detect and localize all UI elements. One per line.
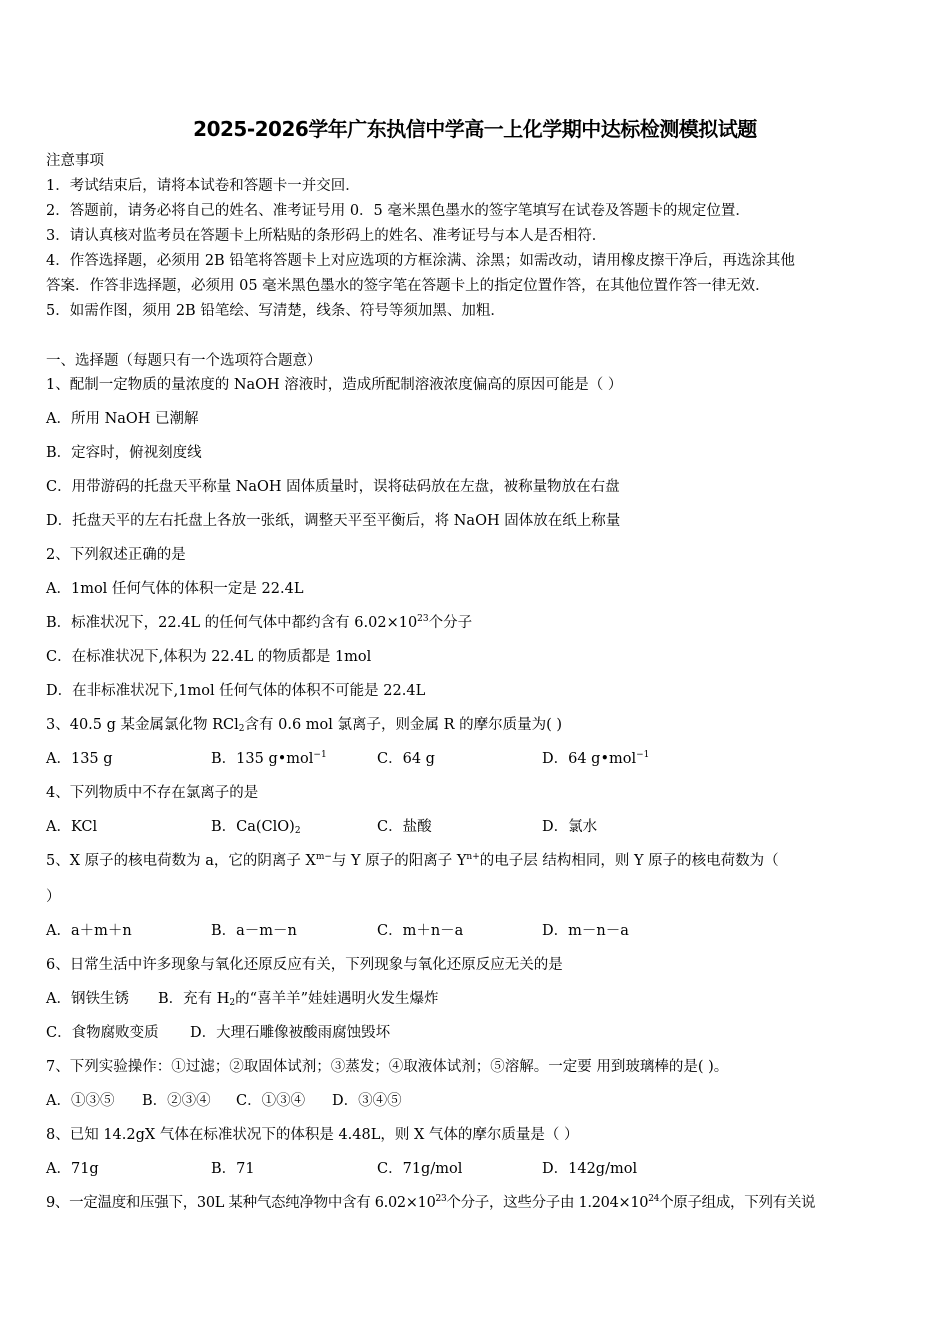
question-5-option-b: B．a－m－n xyxy=(211,923,297,939)
question-1-option-c: C．用带游码的托盘天平称量 NaOH 固体质量时，误将砝码放在左盘，被称量物放在右盘 xyxy=(46,479,620,495)
question-3-stem-tail: 含有 0.6 mol 氯离子，则金属 R 的摩尔质量为( ) xyxy=(244,717,563,733)
question-4-option-a: A．KCl xyxy=(46,819,98,835)
question-5-stem-tail: 的电子层 结构相同，则 Y 原子的核电荷数为（ xyxy=(479,853,779,869)
question-9-stem-tail: 个原子组成，下列有关说 xyxy=(659,1195,816,1211)
question-8-option-a: A．71g xyxy=(46,1161,99,1177)
question-5-stem-charge-x: m− xyxy=(315,852,332,862)
question-9-stem-exponent-2: 24 xyxy=(648,1194,660,1204)
question-5-option-c: C．m＋n－a xyxy=(377,923,464,939)
question-4-option-d: D．氯水 xyxy=(542,819,598,835)
question-8-option-d: D．142g/mol xyxy=(542,1161,638,1177)
question-3-option-b-text: B．135 g•mol xyxy=(211,751,314,767)
question-8-option-c: C．71g/mol xyxy=(377,1161,463,1177)
question-6-option-a: A．钢铁生锈 xyxy=(46,991,129,1007)
question-4-stem: 4、下列物质中不存在氯离子的是 xyxy=(46,785,259,801)
question-2-stem: 2、下列叙述正确的是 xyxy=(46,547,186,563)
question-6-option-b-text: B．充有 H xyxy=(158,991,230,1007)
question-8-option-b: B．71 xyxy=(211,1161,255,1177)
question-5-stem-charge-y: n+ xyxy=(466,852,480,862)
question-3-option-d-exponent: −1 xyxy=(636,750,650,760)
question-7-option-d: D．③④⑤ xyxy=(332,1093,402,1109)
question-1-option-a: A．所用 NaOH 已潮解 xyxy=(46,411,199,427)
notice-item-5: 5．如需作图，须用 2B 铅笔绘、写清楚，线条、符号等须加黑、加粗． xyxy=(46,303,505,319)
question-4-option-b-text: B．Ca(ClO) xyxy=(211,819,295,835)
question-5-option-d: D．m－n－a xyxy=(542,923,629,939)
question-5-stem-text: 5、X 原子的核电荷数为 a，它的阴离子 X xyxy=(46,853,316,869)
question-3-stem xyxy=(46,715,562,735)
question-4-option-b xyxy=(211,817,301,837)
question-2-option-b xyxy=(46,613,472,633)
question-2-option-b-tail: 个分子 xyxy=(428,615,473,631)
question-9-stem-exponent-1: 23 xyxy=(435,1194,447,1204)
question-5-stem xyxy=(46,851,779,871)
question-5-option-a: A．a＋m＋n xyxy=(46,923,132,939)
question-1-option-b: B．定容时，俯视刻度线 xyxy=(46,445,202,461)
question-4-option-b-subscript: 2 xyxy=(294,826,301,836)
question-3-option-b xyxy=(211,749,327,769)
notice-item-4-line1: 4．作答选择题，必须用 2B 铅笔将答题卡上对应选项的方框涂满、涂黑；如需改动，请用橡皮擦干净后，再选涂其他 xyxy=(46,253,795,269)
question-7-option-b: B．②③④ xyxy=(142,1093,211,1109)
question-8-stem: 8、已知 14.2gX 气体在标准状况下的体积是 4.48L，则 X 气体的摩尔质量是（ ） xyxy=(46,1127,579,1143)
question-6-option-c: C．食物腐败变质 xyxy=(46,1025,159,1041)
question-3-stem-text: 3、40.5 g 某金属氯化物 RCl xyxy=(46,717,239,733)
question-2-option-b-exponent: 23 xyxy=(417,614,429,624)
question-5-stem-middle: 与 Y 原子的阳离子 Y xyxy=(331,853,467,869)
question-2-option-b-text: B．标准状况下，22.4L 的任何气体中都约含有 6.02×10 xyxy=(46,615,418,631)
page-title: 2025-2026学年广东执信中学高一上化学期中达标检测模拟试题 xyxy=(193,117,757,141)
question-9-stem-text: 9、一定温度和压强下，30L 某种气态纯净物中含有 6.02×10 xyxy=(46,1195,436,1211)
question-9-stem-middle: 个分子，这些分子由 1.204×10 xyxy=(446,1195,649,1211)
question-7-option-c: C．①③④ xyxy=(236,1093,306,1109)
question-6-option-b xyxy=(158,989,438,1009)
notice-item-1: 1．考试结束后，请将本试卷和答题卡一并交回． xyxy=(46,178,360,194)
question-2-option-c: C．在标准状况下,体积为 22.4L 的物质都是 1mol xyxy=(46,649,372,665)
question-6-option-d: D．大理石雕像被酸雨腐蚀毁坏 xyxy=(190,1025,391,1041)
question-2-option-a: A．1mol 任何气体的体积一定是 22.4L xyxy=(46,581,304,597)
question-7-stem: 7、下列实验操作：①过滤；②取固体试剂；③蒸发；④取液体试剂；⑤溶解。一定要 用到玻璃棒的是( )。 xyxy=(46,1059,729,1075)
question-3-option-d-text: D．64 g•mol xyxy=(542,751,637,767)
notice-item-4-line2: 答案．作答非选择题，必须用 05 毫米黑色墨水的签字笔在答题卡上的指定位置作答，在其他位置作答一律无效． xyxy=(46,278,770,294)
question-9-stem xyxy=(46,1193,815,1213)
question-3-option-c: C．64 g xyxy=(377,751,435,767)
question-6-stem: 6、日常生活中许多现象与氧化还原反应有关，下列现象与氧化还原反应无关的是 xyxy=(46,957,563,973)
question-6-option-b-subscript: 2 xyxy=(229,998,236,1008)
section-heading: 一、选择题（每题只有一个选项符合题意） xyxy=(46,353,322,369)
question-2-option-d: D．在非标准状况下,1mol 任何气体的体积不可能是 22.4L xyxy=(46,683,426,699)
question-1-option-d: D．托盘天平的左右托盘上各放一张纸，调整天平至平衡后，将 NaOH 固体放在纸上称量 xyxy=(46,513,621,529)
notice-heading: 注意事项 xyxy=(46,153,104,169)
notice-item-2: 2．答题前，请务必将自己的姓名、准考证号用 0．5 毫米黑色墨水的签字笔填写在试卷及答题卡的规定位置． xyxy=(46,203,750,219)
question-3-option-d xyxy=(542,749,649,769)
notice-item-3: 3．请认真核对监考员在答题卡上所粘贴的条形码上的姓名、准考证号与本人是否相符． xyxy=(46,228,607,244)
question-6-option-b-tail: 的“喜羊羊”娃娃遇明火发生爆炸 xyxy=(235,991,439,1007)
question-3-stem-subscript: 2 xyxy=(238,724,245,734)
question-5-stem-continued: ） xyxy=(46,889,61,905)
question-7-option-a: A．①③⑤ xyxy=(46,1093,115,1109)
question-1-stem: 1、配制一定物质的量浓度的 NaOH 溶液时，造成所配制溶液浓度偏高的原因可能是（ ） xyxy=(46,377,623,393)
question-4-option-c: C．盐酸 xyxy=(377,819,432,835)
question-3-option-b-exponent: −1 xyxy=(313,750,327,760)
question-3-option-a: A．135 g xyxy=(46,751,113,767)
